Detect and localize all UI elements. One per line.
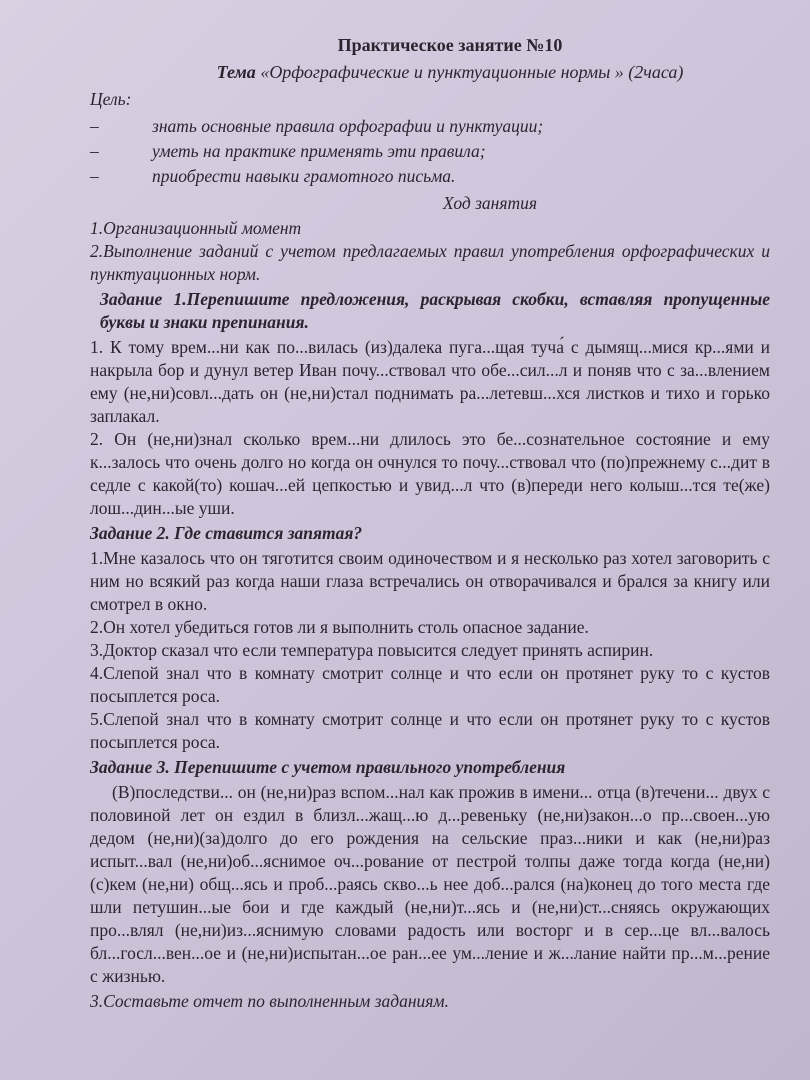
document-title: Практическое занятие №10 (337, 35, 563, 55)
task3-heading: Задание 3. Перепишите с учетом правильного употребления (90, 757, 566, 777)
goal-label: Цель: (90, 89, 132, 109)
task1-heading (90, 288, 770, 334)
task1-label: Задание 1. (100, 289, 187, 309)
task2-item: 2.Он хотел убедиться готов ли я выполнить столь опасное задание. (90, 617, 589, 637)
task1-item: 1. К тому врем...ни как по...вилась (из)далека пуга...щая туча́ с дымящ...мися кр...ями и накрыла бор и дунул ветер Иван почу...ствовал что обе...сил...л и поняв что с за...влением ему (не,ни)совл...дать он (не,ни)стал поднимать ра...летевш...хся листков и тихо и горько заплакал. (90, 337, 770, 426)
task2-item: 3.Доктор сказал что если температура повысится следует принять аспирин. (90, 640, 654, 660)
step-tasks: 2.Выполнение заданий с учетом предлагаемых правил употребления орфографических и пунктуационных норм. (90, 241, 770, 284)
theme-text: «Орфографические и пунктуационные нормы » (2часа) (260, 62, 684, 82)
task1-item: 2. Он (не,ни)знал сколько врем...ни длилось это бе...сознательное состояние и ему к...залось что очень долго но когда он очнулся то почу...ствовал что (по)прежнему с...дит в седле с какой(то) кошач...ей цепкостью и увид...л что (в)переди него колыш...тся те(же) лош...дин...ые уши. (90, 429, 770, 518)
step-organizational: 1.Организационный момент (90, 218, 302, 238)
goal-dash: – (90, 116, 99, 136)
goal-text: уметь на практике применять эти правила; (152, 141, 486, 161)
goal-text: приобрести навыки грамотного письма. (152, 166, 456, 186)
goal-item (90, 140, 770, 163)
goal-dash: – (90, 141, 99, 161)
course-heading: Ход занятия (442, 193, 537, 213)
task1-instruction: Перепишите предложения, раскрывая скобки, вставляя пропущенные буквы и знаки препинания. (100, 289, 770, 332)
theme-label: Тема (216, 62, 256, 82)
task2-item: 1.Мне казалось что он тяготится своим одиночеством и я несколько раз хотел заговорить с ним но всякий раз когда наши глаза встречались он отворачивался и брался за книгу или смотрел в окно. (90, 548, 770, 614)
goal-item (90, 165, 770, 188)
theme-line (90, 61, 770, 84)
goal-item (90, 115, 770, 138)
step-report: 3.Составьте отчет по выполненным заданиям. (90, 991, 449, 1011)
task3-text: (В)последстви... он (не,ни)раз вспом...нал как прожив в имени... отца (в)течени... двух с половиной лет он ездил в близл...жащ...ю д...ревеньку (не,ни)закон...о пр...своен...ую дедом (не,ни)(за)долго до его рождения на сельские праз...ники и как (не,ни)раз испыт...вал (не,ни)об...яснимое оч...рование от пестрой толпы даже тогда когда (не,ни)(с)кем (не,ни) общ...ясь и проб...раясь скво...ь нее доб...рался (на)конец до того места где шли петушин...ые бои и где каждый (не,ни)т...ясь и (не,ни)ст...сняясь окружающих про...влял (не,ни)из...яснимую словами радость или восторг и в сер...це вл...валось бл...госл...вен...ое и (не,ни)испытан...ое ран...ее ум...ление и ж...лание найти пр...м...рение с жизнью. (90, 782, 770, 986)
goal-dash: – (90, 166, 99, 186)
goal-text: знать основные правила орфографии и пунктуации; (152, 116, 544, 136)
task2-heading: Задание 2. Где ставится запятая? (90, 523, 363, 543)
task2-item: 4.Слепой знал что в комнату смотрит солнце и что если он протянет руку то с кустов посыплется роса. (90, 663, 770, 706)
task2-item: 5.Слепой знал что в комнату смотрит солнце и что если он протянет руку то с кустов посыплется роса. (90, 709, 770, 752)
